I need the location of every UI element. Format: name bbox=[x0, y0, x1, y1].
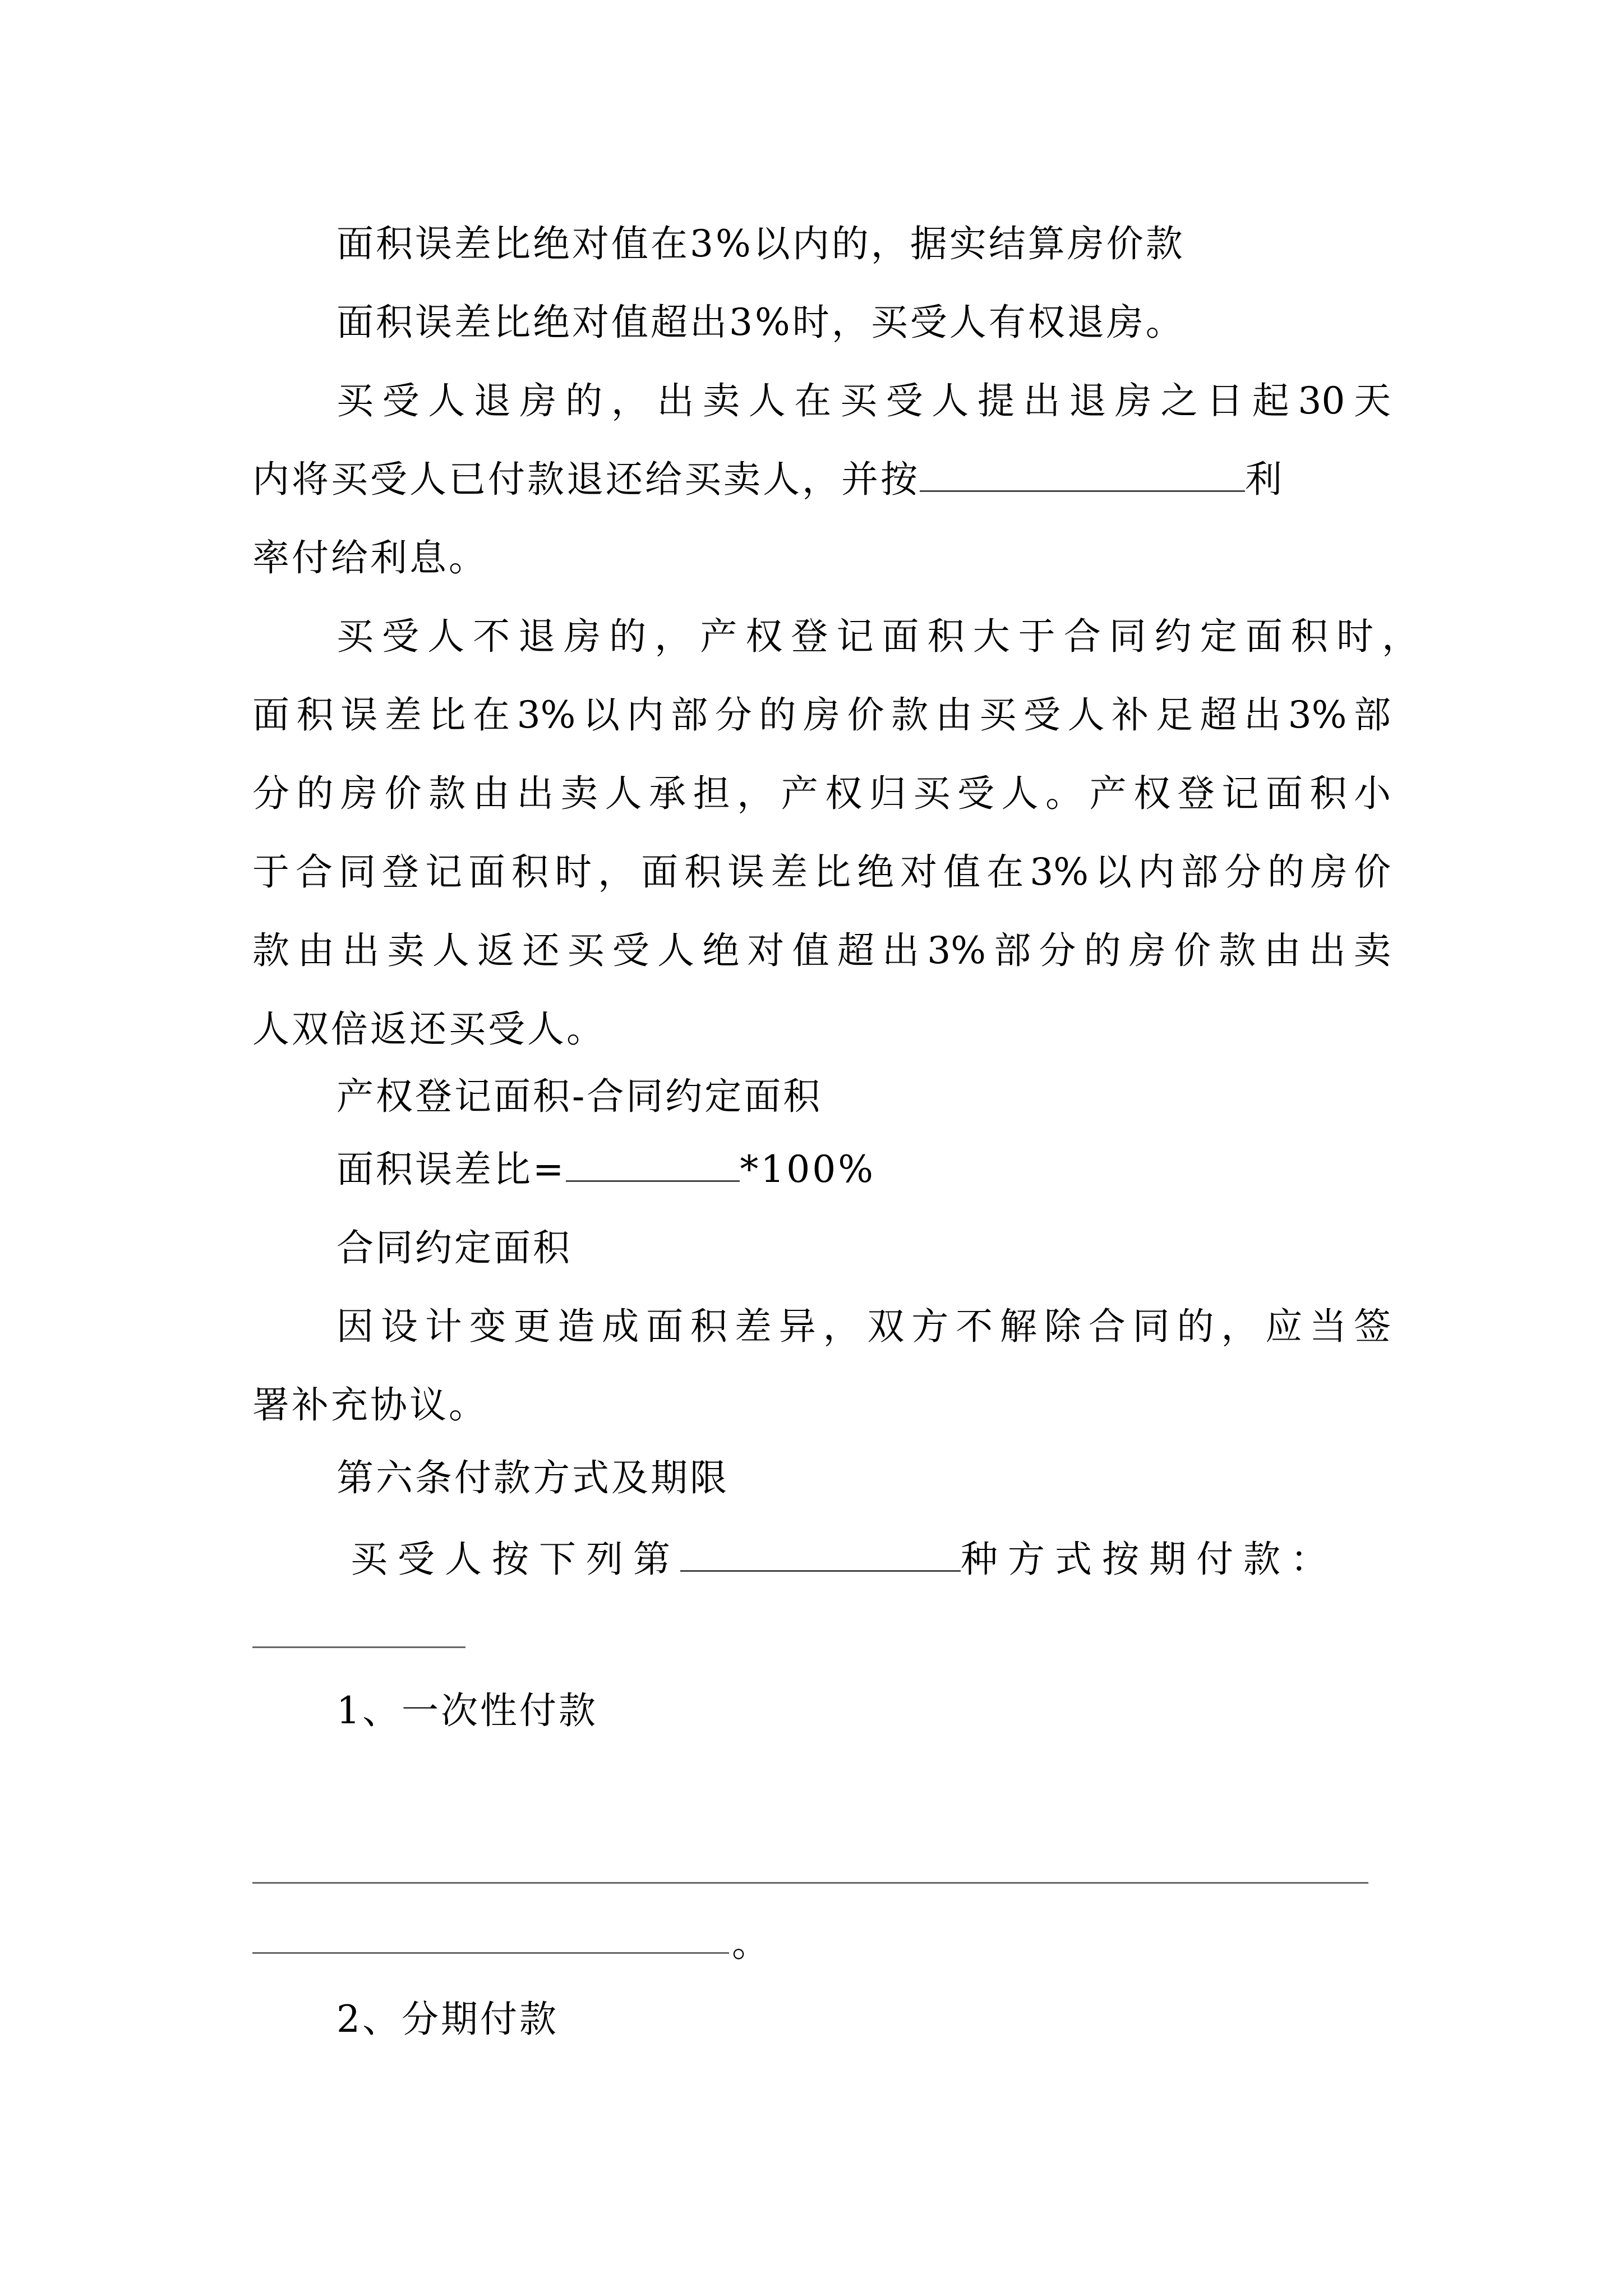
payment-method-blank bbox=[680, 1542, 961, 1572]
paragraph-no-refund-line-5: 款由出卖人返还买受人绝对值超出3%部分的房价款由出卖 bbox=[252, 929, 1391, 972]
paragraph-no-refund-line-4: 于合同登记面积时，面积误差比绝对值在3%以内部分的房价 bbox=[252, 850, 1391, 894]
lump-sum-blank-line-1 bbox=[252, 1882, 1368, 1884]
payment-item-2: 2、分期付款 bbox=[336, 1998, 559, 2041]
paragraph-no-refund-line-6: 人双倍返还买受人。 bbox=[252, 1007, 606, 1051]
formula-fraction-bar bbox=[566, 1152, 740, 1182]
paragraph-area-exceeds-3pct: 面积误差比绝对值超出3%时，买受人有权退房。 bbox=[336, 301, 1185, 344]
paragraph-design-change-line-2: 署补充协议。 bbox=[252, 1383, 488, 1427]
payment-method-text-end: 种方式按期付款： bbox=[961, 1538, 1338, 1581]
paragraph-area-within-3pct: 面积误差比绝对值在3%以内的，据实结算房价款 bbox=[336, 222, 1185, 265]
article-6-heading: 第六条付款方式及期限 bbox=[336, 1456, 729, 1499]
paragraph-no-refund-line-3: 分的房价款由出卖人承担，产权归买受人。产权登记面积小 bbox=[252, 772, 1391, 815]
payment-item-1: 1、一次性付款 bbox=[336, 1689, 598, 1732]
formula-denominator: 合同约定面积 bbox=[336, 1226, 572, 1269]
paragraph-design-change-line-1: 因设计变更造成面积差异，双方不解除合同的，应当签 bbox=[336, 1305, 1391, 1348]
paragraph-refund-line-3: 率付给利息。 bbox=[252, 536, 488, 579]
formula-numerator: 产权登记面积-合同约定面积 bbox=[336, 1075, 823, 1118]
paragraph-refund-line-2 bbox=[252, 457, 1284, 502]
refund-text: 内将买受人已付款退还给买卖人，并按 bbox=[252, 458, 920, 501]
interest-rate-blank bbox=[920, 462, 1245, 492]
paragraph-no-refund-line-2: 面积误差比在3%以内部分的房价款由买受人补足超出3%部 bbox=[252, 693, 1391, 737]
payment-method-text: 买受人按下列第 bbox=[351, 1538, 680, 1581]
paragraph-no-refund-line-1: 买受人不退房的，产权登记面积大于合同约定面积时， bbox=[336, 615, 1419, 658]
formula-multiplier: *100% bbox=[740, 1148, 875, 1191]
lump-sum-blank-line-2 bbox=[252, 1952, 729, 1954]
paragraph-refund-line-1: 买受人退房的，出卖人在买受人提出退房之日起30天 bbox=[336, 379, 1391, 422]
payment-method-blank-continued bbox=[252, 1646, 465, 1648]
lump-sum-period: 。 bbox=[732, 1922, 771, 1965]
formula-main-line bbox=[336, 1147, 875, 1192]
formula-label: 面积误差比= bbox=[336, 1148, 566, 1191]
refund-text-end: 利 bbox=[1245, 458, 1284, 501]
payment-method-line bbox=[351, 1537, 1338, 1582]
